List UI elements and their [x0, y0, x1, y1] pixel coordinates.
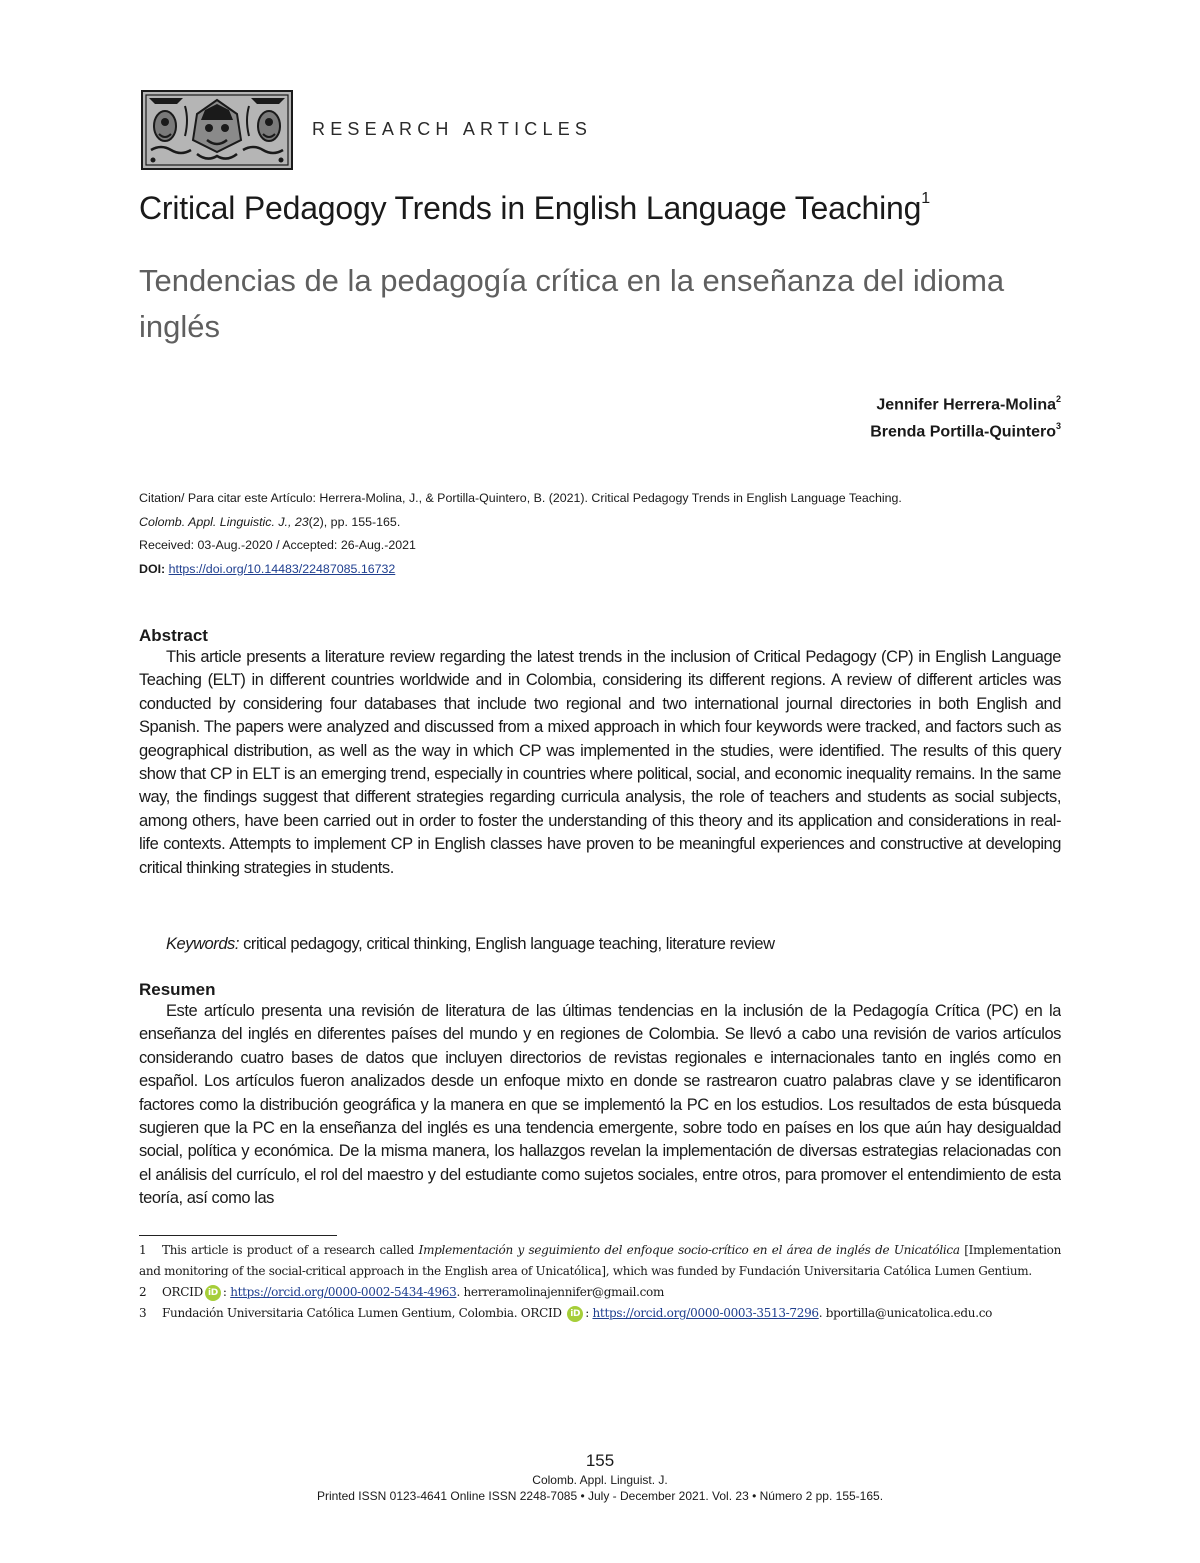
footnotes	[139, 1240, 1061, 1324]
citation-block	[139, 487, 1064, 581]
author-list	[870, 389, 1061, 444]
title-footnote-marker[interactable]: 1	[921, 190, 930, 208]
keywords-text: critical pedagogy, critical thinking, English language teaching, literature review	[243, 935, 775, 953]
doi-line	[139, 558, 1064, 582]
footer-issn: Printed ISSN 0123-4641 Online ISSN 2248-7085 • July - December 2021. Vol. 23 • Número 2 pp. 155-165.	[316, 1489, 884, 1503]
citation-line: Citation/ Para citar este Artículo: Herrera-Molina, J., & Portilla-Quintero, B. (2021). Critical Pedagogy Trends in English Language Teaching.	[139, 491, 902, 505]
page-number: 155	[585, 1451, 615, 1470]
resumen-section	[139, 980, 1061, 1238]
keywords-label: Keywords:	[166, 935, 239, 953]
article-title-english	[139, 190, 930, 227]
journal-logo-icon	[141, 90, 293, 170]
author-footnote-marker[interactable]: 3	[1055, 421, 1061, 432]
article-title-spanish: Tendencias de la pedagogía crítica en la enseñanza del idioma inglés	[139, 263, 1005, 344]
section-label: RESEARCH ARTICLES	[312, 119, 593, 139]
keywords-line	[166, 935, 775, 954]
doi-label: DOI:	[139, 561, 166, 576]
orcid-link[interactable]: https://orcid.org/0000-0002-5434-4963	[230, 1285, 457, 1299]
author-name: Jennifer Herrera-Molina$^2$	[876, 394, 1061, 414]
page-footer	[0, 1450, 1200, 1504]
abstract-text: This article presents a literature review regarding the latest trends in the inclusion of Critical Pedagogy (CP) in English Language Teaching (ELT) in different countries worldwide and in Colombia, considering its different regions. A review of different articles was conducted by considering four databases that include two regional and two international journal directories in both English and Spanish. The papers were analyzed and discussed from a mixed approach in which four keywords were tracked, and factors such as geographical distribution, as well as the way in which CP was implemented in the studies, were identified. The results of this query show that CP in ELT is an emerging trend, especially in countries where political, social, and economic inequality remains. In the same way, the findings suggest that different strategies regarding curricula analysis, the role of teachers and students as social subjects, among others, have been carried out in order to foster the understanding of this theory and its application and considerations in real-life contexts. Attempts to implement CP in English classes have proven to be meaningful experiences and constructive at developing critical thinking strategies in students.	[139, 648, 1061, 877]
author-footnote-marker[interactable]: 2	[1055, 394, 1061, 404]
orcid-icon[interactable]: iD	[567, 1306, 583, 1322]
author-email: . bportilla@unicatolica.edu.co	[818, 1306, 993, 1320]
received-accepted-dates: Received: 03-Aug.-2020 / Accepted: 26-Aug.-2021	[139, 538, 416, 552]
resumen-heading: Resumen	[139, 980, 216, 999]
orcid-icon[interactable]: iD	[205, 1285, 221, 1301]
abstract-heading: Abstract	[139, 626, 208, 645]
title-text: Critical Pedagogy Trends in English Language Teaching	[139, 190, 922, 226]
footnote-3: 3 Fundación Universitaria Católica Lumen Gentium, Colombia. ORCID iD : https://orcid.org/0000-0003-3513-7296. bportilla@unicatolica.edu.co	[139, 1306, 993, 1320]
citation-journal-line: Colomb. Appl. Linguistic. J., 23(2), pp. 155-165.	[139, 514, 401, 529]
abstract-section	[139, 626, 1061, 880]
orcid-link[interactable]: https://orcid.org/0000-0003-3513-7296	[592, 1306, 819, 1320]
doi-link[interactable]: https://doi.org/10.14483/22487085.16732	[168, 561, 396, 576]
resumen-text: Este artículo presenta una revisión de literatura de las últimas tendencias en la inclusión de la Pedagogía Crítica (PC) en la enseñanza del inglés en diferentes países del mundo y en regiones de Colombia. Se llevó a cabo una revisión de varios artículos considerando cuatro bases de datos que incluyen directorios de revistas regionales e internacionales tanto en inglés como en español. Los artículos fueron analizados desde un enfoque mixto en donde se rastrearon cuatro palabras clave y se identificaron factores como la distribución geográfica y la manera en que se implementó la PC en los estudios. Los resultados de esta búsqueda sugieren que la PC en la enseñanza del inglés es una tendencia emergente, sobre todo en países en los que aún hay desigualdad social, política y económica. De la misma manera, los hallazgos revelan la implementación de diversas estrategias relacionadas con el análisis del currículo, el rol del maestro y del estudiante como sujetos sociales, entre otros, para promover el entendimiento de esta teoría, así como las	[139, 1002, 1061, 1208]
footer-journal: Colomb. Appl. Linguist. J.	[532, 1473, 668, 1487]
author-name: Brenda Portilla-Quintero$^3$	[870, 421, 1061, 441]
footnote-2: 2 ORCID iD : https://orcid.org/0000-0002-5434-4963. herreramolinajennifer@gmail.com	[139, 1285, 665, 1299]
footnote-1: 1 This article is product of a research called Implementación y seguimiento del enfoque socio-crítico en el área de inglés de Unicatólica [Implementation and monitoring of the social-critical approach in the English area of Unicatólica], which was funded by Fundación Universitaria Católica Lumen Gentium.	[139, 1243, 1061, 1278]
author-email: . herreramolinajennifer@gmail.com	[456, 1285, 665, 1299]
footnote-divider	[139, 1235, 337, 1236]
